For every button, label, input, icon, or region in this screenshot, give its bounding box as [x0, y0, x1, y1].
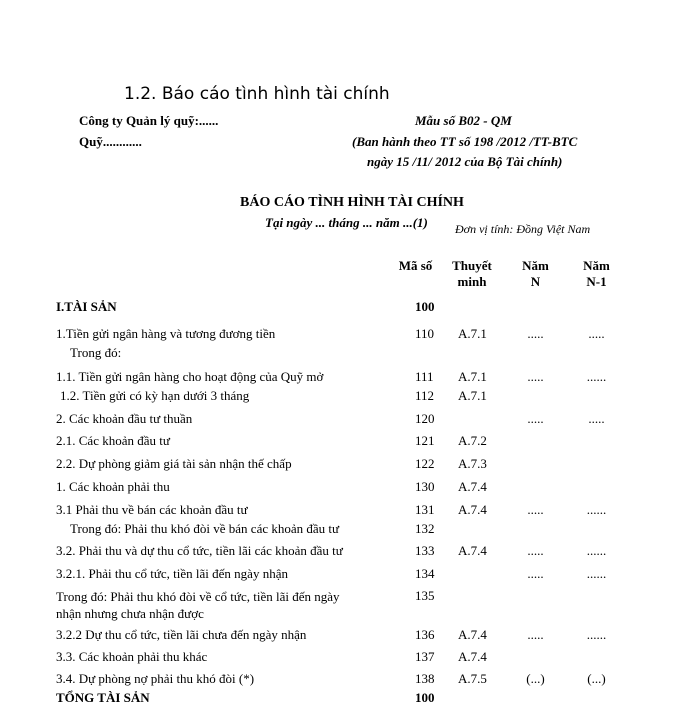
row-label: 2. Các khoản đầu tư thuần	[56, 411, 193, 426]
row-year-n1: ......	[586, 627, 607, 642]
row-label: 2.2. Dự phòng giảm giá tài sản nhận thế chấp	[56, 456, 292, 471]
row-label: TỔNG TÀI SẢN	[56, 690, 150, 705]
col-code-header: Mã số	[398, 258, 433, 273]
row-note: A.7.1	[458, 388, 487, 403]
table-row	[0, 456, 700, 476]
row-note: A.7.5	[458, 671, 487, 686]
row-code: 110	[415, 326, 435, 341]
company-line: Công ty Quản lý quỹ:......	[79, 113, 219, 128]
row-note: A.7.4	[458, 543, 487, 558]
row-year-n: .....	[527, 326, 544, 341]
table-row	[0, 388, 700, 408]
row-code: 135	[415, 588, 435, 603]
row-label: 1.2. Tiền gửi có kỳ hạn dưới 3 tháng	[60, 388, 250, 403]
row-label: 3.3. Các khoản phải thu khác	[56, 649, 208, 664]
col-year-n-header-line2: N	[530, 274, 541, 289]
row-label: 1.Tiền gửi ngân hàng và tương đương tiền	[56, 326, 276, 341]
row-code: 111	[415, 369, 434, 384]
row-year-n: .....	[527, 627, 544, 642]
row-year-n: .....	[527, 566, 544, 581]
table-row	[0, 369, 700, 389]
unit-label: Đơn vị tính: Đồng Việt Nam	[455, 222, 591, 236]
table-row	[0, 627, 700, 647]
report-date-line: Tại ngày ... tháng ... năm ...(1)	[265, 215, 428, 230]
row-year-n: .....	[527, 543, 544, 558]
row-year-n: (...)	[526, 671, 545, 686]
table-row	[0, 566, 700, 586]
table-row	[0, 479, 700, 499]
row-label: 3.2.2 Dự thu cổ tức, tiền lãi chưa đến ngày nhận	[56, 627, 307, 642]
row-label: I.TÀI SẢN	[56, 299, 117, 314]
table-row	[0, 588, 700, 621]
row-code: 138	[415, 671, 435, 686]
row-year-n: .....	[527, 502, 544, 517]
col-year-n-header	[513, 258, 558, 290]
fund-line: Quỹ............	[79, 134, 142, 149]
row-code: 112	[415, 388, 435, 403]
row-code: 130	[415, 479, 435, 494]
row-year-n1: ......	[586, 502, 607, 517]
issued-line-1: (Ban hành theo TT số 198 /2012 /TT-BTC	[352, 134, 578, 149]
row-note: A.7.4	[458, 502, 487, 517]
table-row	[0, 521, 700, 541]
row-code: 131	[415, 502, 435, 517]
table-row	[0, 345, 700, 365]
row-note: A.7.4	[458, 627, 487, 642]
table-row	[0, 543, 700, 563]
table-row	[0, 649, 700, 669]
row-code: 136	[415, 627, 435, 642]
row-code: 100	[415, 690, 435, 705]
row-label: 3.4. Dự phòng nợ phải thu khó đòi (*)	[56, 671, 255, 686]
section-title: 1.2. Báo cáo tình hình tài chính	[124, 84, 390, 104]
row-note: A.7.3	[458, 456, 487, 471]
row-label: Trong đó: Phải thu khó đòi về cổ tức, tiền lãi đến ngày nhận nhưng chưa nhận được	[56, 589, 340, 621]
row-label: 3.2.1. Phải thu cổ tức, tiền lãi đến ngày nhận	[56, 566, 288, 581]
row-label: Trong đó:	[70, 345, 122, 360]
row-year-n1: .....	[588, 326, 605, 341]
row-year-n1: (...)	[587, 671, 606, 686]
table-row	[0, 326, 700, 346]
table-row	[0, 433, 700, 453]
row-note: A.7.4	[458, 479, 487, 494]
row-year-n1: ......	[586, 369, 607, 384]
row-note: A.7.2	[458, 433, 487, 448]
table-row	[0, 502, 700, 522]
row-code: 134	[415, 566, 435, 581]
form-number: Mẫu số B02 - QM	[415, 113, 512, 128]
row-label: 2.1. Các khoản đầu tư	[56, 433, 170, 448]
report-title: BÁO CÁO TÌNH HÌNH TÀI CHÍNH	[240, 195, 464, 210]
row-year-n1: ......	[586, 566, 607, 581]
row-code: 120	[415, 411, 435, 426]
table-row	[0, 299, 700, 319]
row-code: 100	[415, 299, 435, 314]
col-year-n1-header	[574, 258, 619, 290]
row-code: 132	[415, 521, 435, 536]
col-year-n1-header-line2: N-1	[586, 274, 607, 289]
row-code: 137	[415, 649, 435, 664]
col-note-header-line2: minh	[457, 274, 487, 289]
issued-line-2: ngày 15 /11/ 2012 của Bộ Tài chính)	[367, 154, 563, 169]
row-note: A.7.1	[458, 326, 487, 341]
row-year-n1: ......	[586, 543, 607, 558]
row-year-n: .....	[527, 411, 544, 426]
row-label: 3.1 Phải thu về bán các khoản đầu tư	[56, 502, 248, 517]
table-row	[0, 671, 700, 691]
row-year-n1: .....	[588, 411, 605, 426]
table-row	[0, 690, 700, 710]
row-label: 1.1. Tiền gửi ngân hàng cho hoạt động của Quỹ mở	[56, 369, 324, 384]
table-row	[0, 411, 700, 431]
col-note-header-line1: Thuyết	[452, 258, 492, 273]
row-note: A.7.1	[458, 369, 487, 384]
row-label: Trong đó: Phải thu khó đòi về bán các khoản đầu tư	[70, 521, 340, 536]
col-note-header	[446, 258, 498, 290]
row-code: 121	[415, 433, 435, 448]
row-year-n: .....	[527, 369, 544, 384]
row-label: 1. Các khoản phải thu	[56, 479, 170, 494]
col-year-n-header-line1: Năm	[522, 258, 549, 273]
col-year-n1-header-line1: Năm	[583, 258, 610, 273]
row-code: 122	[415, 456, 435, 471]
row-code: 133	[415, 543, 435, 558]
row-label: 3.2. Phải thu và dự thu cổ tức, tiền lãi các khoản đầu tư	[56, 543, 343, 558]
row-note: A.7.4	[458, 649, 487, 664]
